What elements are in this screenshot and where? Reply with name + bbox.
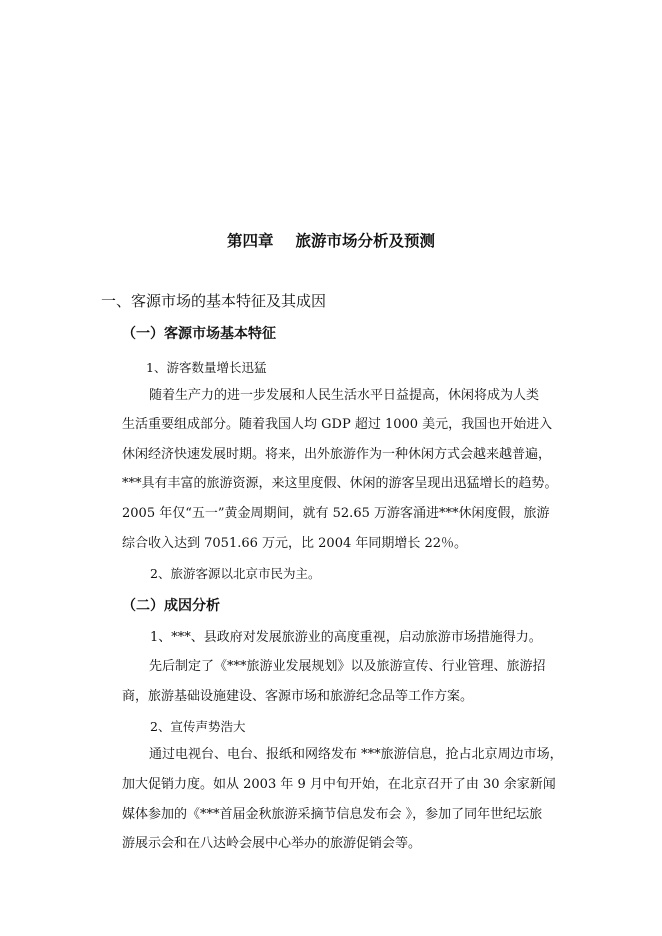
subsection-heading-features: （一）客源市场基本特征 — [122, 326, 276, 342]
paragraph-line: 通过电视台、电台、报纸和网络发布 ***旅游信息，抢占北京周边市场， — [149, 747, 563, 762]
paragraph-line: 加大促销力度。如从 2003 年 9 月中旬开始，在北京召开了由 30 余家新闻 — [122, 777, 556, 792]
paragraph-line: 商，旅游基础设施建设、客源市场和旅游纪念品等工作方案。 — [122, 689, 474, 704]
chapter-number: 第四章 — [226, 232, 274, 250]
section-heading: 一、客源市场的基本特征及其成因 — [101, 292, 327, 310]
paragraph-line: 先后制定了《***旅游业发展规划》以及旅游宣传、行业管理、旅游招 — [149, 659, 546, 674]
item-heading-publicity: 2、宣传声势浩大 — [150, 719, 246, 734]
chapter-title — [0, 229, 662, 251]
paragraph-line: 游展示会和在八达岭会展中心举办的旅游促销会等。 — [122, 836, 422, 851]
paragraph-line: 综合收入达到 7051.66 万元，比 2004 年同期增长 22％。 — [122, 536, 468, 551]
paragraph-line: 休闲经济快速发展时期。将来，出外旅游作为一种休闲方式会越来越普遍， — [122, 447, 552, 462]
paragraph-line: 随着生产力的进一步发展和人民生活水平日益提高，休闲将成为人类 — [149, 388, 540, 403]
paragraph-line: 2005 年仅“五一”黄金周期间，就有 52.65 万游客涌进***休闲度假，旅游 — [122, 506, 550, 521]
item-heading-government: 1、***、县政府对发展旅游业的高度重视，启动旅游市场措施得力。 — [150, 630, 542, 645]
subsection-heading-causes: （二）成因分析 — [122, 598, 220, 614]
chapter-name: 旅游市场分析及预测 — [295, 232, 436, 250]
item-heading-visitor-growth: 1、游客数量增长迅猛 — [146, 360, 267, 375]
paragraph-line: ***具有丰富的旅游资源，来这里度假、休闲的游客呈现出迅猛增长的趋势。 — [122, 476, 558, 491]
paragraph-line: 媒体参加的《***首届金秋旅游采摘节信息发布会 》，参加了同年世纪坛旅 — [122, 807, 543, 822]
item-heading-beijing-source: 2、旅游客源以北京市民为主。 — [150, 566, 321, 581]
paragraph-line: 生活重要组成部分。随着我国人均 GDP 超过 1000 美元，我国也开始进入 — [122, 417, 553, 432]
